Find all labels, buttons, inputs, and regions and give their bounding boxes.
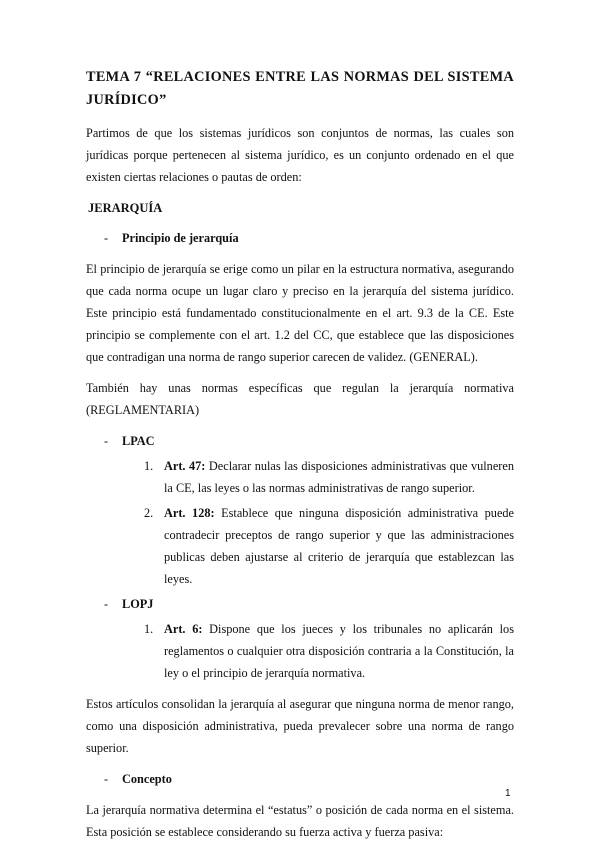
list-number: 2. [144, 506, 154, 520]
bullet-dash: - [104, 231, 109, 245]
bullet-dash: - [104, 597, 109, 611]
list-number: 1. [144, 622, 154, 636]
list-text [164, 502, 514, 590]
article-ref: Art. 6: [164, 622, 203, 636]
law-heading-lopj [104, 593, 514, 615]
document-body [86, 66, 514, 852]
article-desc: Declarar nulas las disposiciones administrativas que vulneren la CE, las leyes o las normas administrativas de rango superior. [164, 459, 514, 495]
law-label: LOPJ [122, 597, 154, 611]
page-number: 1 [505, 788, 511, 799]
bullet-dash: - [104, 772, 109, 786]
paragraph-principio: El principio de jerarquía se erige como un pilar en la estructura normativa, asegurando que cada norma ocupe un lugar claro y preciso en la jerarquía del sistema jurídico. Este principio está fundamentado constitucionalmente en el art. 9.3 de la CE. Este principio se complemente con el art. 1.2 del CC, que establece que las disposiciones que contradigan una norma de rango superior carecen de validez. (GENERAL). [86, 262, 514, 364]
law-label: LPAC [122, 434, 155, 448]
section-heading-jerarquia: JERARQUÍA [88, 201, 163, 215]
subheading-concepto [104, 768, 514, 790]
intro-paragraph: Partimos de que los sistemas jurídicos son conjuntos de normas, las cuales son jurídicas porque pertenecen al sistema jurídico, es un conjunto ordenado en el que existen ciertas relaciones o pautas de orden: [86, 126, 514, 184]
list-text [164, 618, 514, 684]
paragraph-concepto: La jerarquía normativa determina el “estatus” o posición de cada norma en el sistema. Esta posición se establece considerando su fuerza activa y fuerza pasiva: [86, 803, 514, 839]
subheading-label: Principio de jerarquía [122, 231, 239, 245]
article-ref: Art. 128: [164, 506, 215, 520]
paragraph-normas-especificas: También hay unas normas específicas que regulan la jerarquía normativa (REGLAMENTARIA) [86, 381, 514, 417]
list-item-lopj-art6 [144, 618, 514, 684]
article-desc: Establece que ninguna disposición administrativa puede contradecir preceptos de rango superior y que las administraciones publicas deben ajustarse al criterio de jerarquía que establezcan las leyes. [164, 506, 515, 586]
article-desc: Dispone que los jueces y los tribunales no aplicarán los reglamentos o cualquier otra disposición contraria a la Constitución, la ley o el principio de jerarquía normativa. [164, 622, 514, 680]
law-heading-lpac [104, 430, 514, 452]
list-item-lpac-art47 [144, 455, 514, 499]
subheading-label: Concepto [122, 772, 172, 786]
list-item-lpac-art128 [144, 502, 514, 590]
list-number: 1. [144, 459, 154, 473]
article-ref: Art. 47: [164, 459, 206, 473]
bullet-dash: - [104, 434, 109, 448]
document-title: TEMA 7 “RELACIONES ENTRE LAS NORMAS DEL SISTEMA JURÍDICO” [86, 69, 514, 108]
paragraph-consolidan: Estos artículos consolidan la jerarquía al asegurar que ninguna norma de menor rango, como una disposición administrativa, pueda prevalecer sobre una norma de rango superior. [86, 697, 514, 755]
list-text [164, 455, 514, 499]
subheading-principio [104, 227, 514, 249]
